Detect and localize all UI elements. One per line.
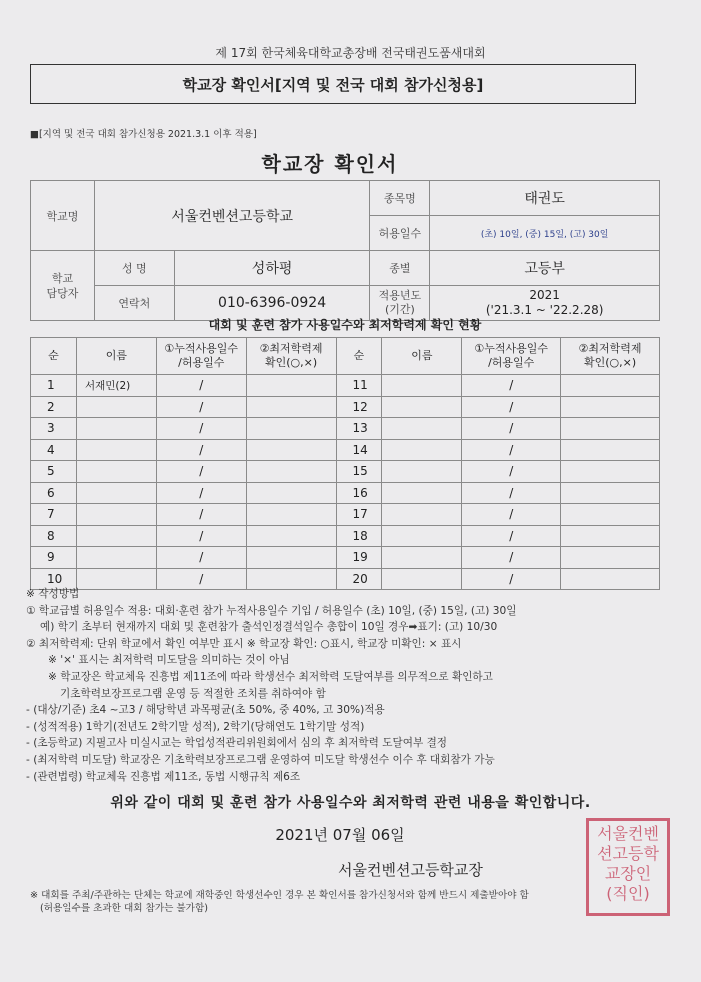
row-academic <box>246 396 336 418</box>
row-name <box>382 504 462 526</box>
row-days: / <box>156 461 246 483</box>
table-row <box>31 418 660 440</box>
confirmation-statement: 위와 같이 대회 및 훈련 참가 사용일수와 최저학력 관련 내용을 확인합니다. <box>110 795 591 811</box>
row-days: / <box>156 504 246 526</box>
row-academic <box>561 461 660 483</box>
row-name <box>382 396 462 418</box>
row-academic <box>561 547 660 569</box>
row-days: / <box>462 418 561 440</box>
row-number: 2 <box>31 396 77 418</box>
row-academic <box>561 396 660 418</box>
row-number: 6 <box>31 482 77 504</box>
col-academic: ②최저학력제 확인(○,×) <box>246 338 336 375</box>
footer-line: ※ 대회를 주최/주관하는 단체는 학교에 재학중인 학생선수인 경우 본 확인서를 참가신청서와 함께 반드시 제출받아야 함 <box>30 890 529 901</box>
year-label: 적용년도 (기간) <box>370 286 430 321</box>
col-no: 순 <box>31 338 77 375</box>
principal-signature-name: 서울컨벤션고등학교장 <box>338 861 483 879</box>
row-name <box>76 504 156 526</box>
instruction-line: - (성적적용) 1학기(전년도 2학기말 성적), 2학기(당해연도 1학기말 성적) <box>26 720 365 733</box>
stamp-line: 교장인 <box>604 864 652 883</box>
stamp-line: (직인) <box>606 884 650 903</box>
stamp-line: 서울컨벤 <box>597 824 659 843</box>
row-number: 8 <box>31 525 77 547</box>
col-days: ①누적사용일수 /허용일수 <box>462 338 561 375</box>
instruction-line: ※ 학교장은 학교체육 진흥법 제11조에 따라 학생선수 최저학력 도달여부를 의무적으로 확인하고 <box>48 670 493 683</box>
row-days: / <box>462 461 561 483</box>
instruction-line: ※ '×' 표시는 최저학력 미도달을 의미하는 것이 아님 <box>48 654 290 667</box>
row-days: / <box>462 482 561 504</box>
table-row <box>31 547 660 569</box>
row-number: 19 <box>336 547 382 569</box>
row-days: / <box>156 418 246 440</box>
form-title: 학교장 확인서[지역 및 전국 대회 참가신청용] <box>182 75 484 94</box>
col-academic: ②최저학력제 확인(○,×) <box>561 338 660 375</box>
row-days: / <box>156 547 246 569</box>
row-name <box>382 418 462 440</box>
instruction-line: ※ 작성방법 <box>26 588 80 600</box>
row-academic <box>561 439 660 461</box>
sport-label: 종목명 <box>370 181 430 216</box>
document-title: 학교장 확인서 <box>261 152 399 176</box>
status-header-row <box>31 338 660 375</box>
row-days: / <box>462 439 561 461</box>
row-days: / <box>156 568 246 590</box>
row-days: / <box>462 547 561 569</box>
table-row <box>31 375 660 397</box>
instruction-line: 예) 학기 초부터 현재까지 대회 및 훈련참가 출석인정결석일수 총합이 10일 경우➡표기: (고) 10/30 <box>40 621 498 634</box>
col-no: 순 <box>336 338 382 375</box>
row-name: 서재민(2) <box>76 375 156 397</box>
row-academic <box>246 461 336 483</box>
row-days: / <box>462 568 561 590</box>
row-number: 3 <box>31 418 77 440</box>
row-days: / <box>462 375 561 397</box>
instruction-line: 기초학력보장프로그램 운영 등 적절한 조치를 취하여야 함 <box>60 687 326 700</box>
col-name: 이름 <box>382 338 462 375</box>
division-value: 고등부 <box>430 251 660 286</box>
school-value: 서울컨벤션고등학교 <box>94 181 370 251</box>
row-days: / <box>462 525 561 547</box>
row-number: 20 <box>336 568 382 590</box>
status-title: 대회 및 훈련 참가 사용일수와 최저학력제 확인 현황 <box>208 318 482 332</box>
row-name <box>76 482 156 504</box>
row-name <box>76 396 156 418</box>
instruction-line: - (최저학력 미도달) 학교장은 기초학력보장프로그램 운영하여 미도달 학생선수 이수 후 대회참가 가능 <box>26 753 495 766</box>
row-academic <box>246 547 336 569</box>
row-academic <box>246 525 336 547</box>
row-academic <box>561 504 660 526</box>
row-number: 10 <box>31 568 77 590</box>
table-row <box>31 504 660 526</box>
stamp-line: 션고등학 <box>597 844 659 863</box>
row-academic <box>246 375 336 397</box>
row-days: / <box>462 396 561 418</box>
row-academic <box>561 375 660 397</box>
row-days: / <box>156 396 246 418</box>
row-days: / <box>156 375 246 397</box>
row-name <box>382 547 462 569</box>
footer-line: (허용일수를 초과한 대회 참가는 불가함) <box>40 903 208 914</box>
footer-note <box>30 889 670 915</box>
row-number: 11 <box>336 375 382 397</box>
row-number: 7 <box>31 504 77 526</box>
division-label: 종별 <box>370 251 430 286</box>
table-row <box>31 482 660 504</box>
row-days: / <box>462 504 561 526</box>
phone-value: 010-6396-0924 <box>174 286 370 321</box>
event-title: 제 17회 한국체육대학교총장배 전국태권도품새대회 <box>215 46 486 60</box>
row-name <box>76 418 156 440</box>
row-name <box>76 525 156 547</box>
row-number: 18 <box>336 525 382 547</box>
row-number: 15 <box>336 461 382 483</box>
signing-date: 2021년 07월 06일 <box>275 826 405 844</box>
row-name <box>76 461 156 483</box>
row-academic <box>246 439 336 461</box>
row-days: / <box>156 525 246 547</box>
row-name <box>382 482 462 504</box>
row-academic <box>246 418 336 440</box>
instructions <box>26 586 666 785</box>
row-days: / <box>156 482 246 504</box>
table-row <box>31 461 660 483</box>
instruction-line: ① 학교급별 허용일수 적용: 대회·훈련 참가 누적사용일수 기입 / 허용일수 (초) 10일, (중) 15일, (고) 30일 <box>26 604 517 617</box>
rep-label: 학교 담당자 <box>31 251 95 321</box>
name-value: 성하평 <box>174 251 370 286</box>
days-value: (초) 10일, (중) 15일, (고) 30일 <box>430 216 660 251</box>
row-number: 13 <box>336 418 382 440</box>
row-name <box>382 461 462 483</box>
row-number: 1 <box>31 375 77 397</box>
days-label: 허용일수 <box>370 216 430 251</box>
name-label: 성 명 <box>94 251 174 286</box>
row-academic <box>246 482 336 504</box>
row-academic <box>561 418 660 440</box>
row-name <box>382 375 462 397</box>
instruction-line: ② 최저학력제: 단위 학교에서 확인 여부만 표시 ※ 학교장 확인: ○표시, 학교장 미확인: × 표시 <box>26 637 462 650</box>
row-academic <box>246 504 336 526</box>
row-number: 9 <box>31 547 77 569</box>
form-title-box <box>30 64 636 104</box>
row-number: 12 <box>336 396 382 418</box>
row-name <box>76 547 156 569</box>
instruction-line: - (초등학교) 지필고사 미실시교는 학업성적관리위원회에서 심의 후 최저학력 도달여부 결정 <box>26 737 448 750</box>
status-table <box>30 337 660 590</box>
application-note: ■[지역 및 전국 대회 참가신청용 2021.3.1 이후 적용] <box>30 129 257 140</box>
row-number: 16 <box>336 482 382 504</box>
school-info-table <box>30 180 660 321</box>
row-name <box>76 439 156 461</box>
col-name: 이름 <box>76 338 156 375</box>
phone-label: 연락처 <box>94 286 174 321</box>
row-number: 4 <box>31 439 77 461</box>
row-number: 17 <box>336 504 382 526</box>
row-name <box>382 439 462 461</box>
row-academic <box>561 525 660 547</box>
instruction-line: - (대상/기준) 초4 ~고3 / 해당학년 과목평균(초 50%, 중 40%, 고 30%)적용 <box>26 704 385 717</box>
row-name <box>382 525 462 547</box>
row-academic <box>561 482 660 504</box>
table-row <box>31 439 660 461</box>
table-row <box>31 396 660 418</box>
year-value: 2021 ('21.3.1 ~ '22.2.28) <box>430 286 660 321</box>
row-days: / <box>156 439 246 461</box>
sport-value: 태권도 <box>430 181 660 216</box>
instruction-line: - (관련법령) 학교체육 진흥법 제11조, 동법 시행규칙 제6조 <box>26 770 301 783</box>
table-row <box>31 525 660 547</box>
col-days: ①누적사용일수 /허용일수 <box>156 338 246 375</box>
row-number: 14 <box>336 439 382 461</box>
school-label: 학교명 <box>31 181 95 251</box>
row-number: 5 <box>31 461 77 483</box>
